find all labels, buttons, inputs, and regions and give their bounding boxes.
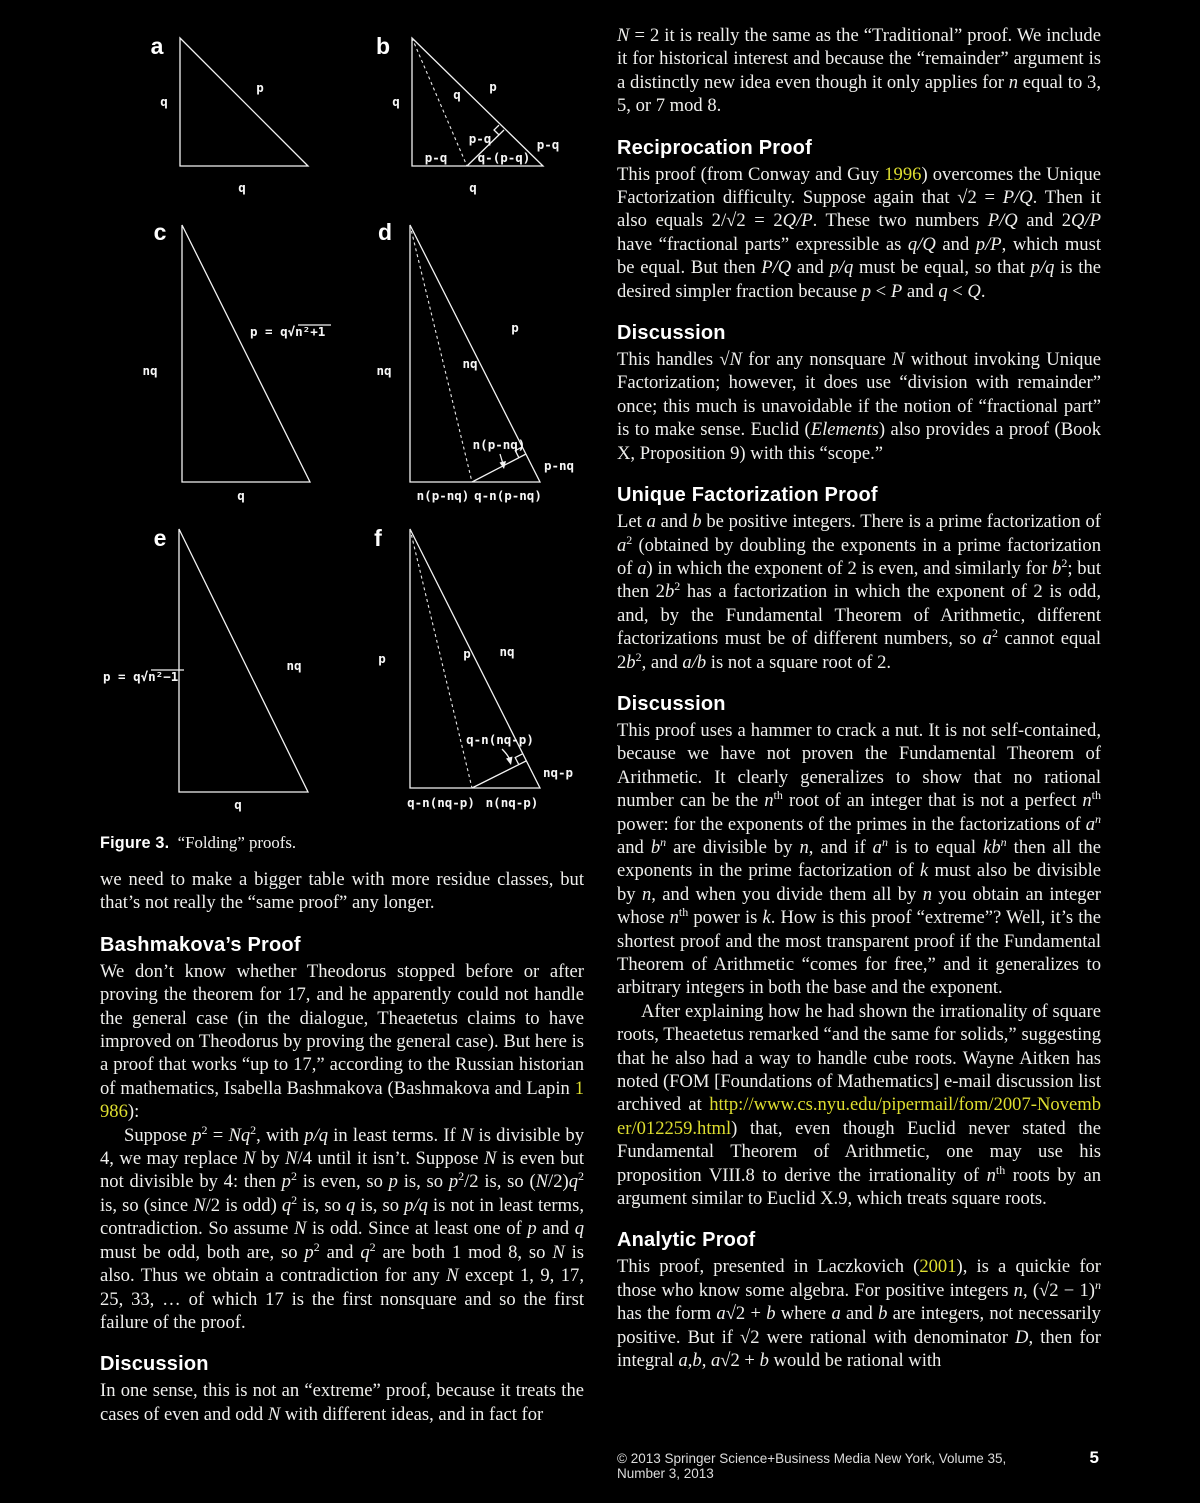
label-base: q: [469, 180, 477, 195]
heading-discussion-1: Discussion: [617, 322, 726, 345]
panel-letter: c: [153, 219, 167, 245]
figure-panel-f: [374, 525, 573, 810]
label-left: p = q√n²−1: [103, 669, 179, 684]
fold-line: [410, 225, 472, 482]
left-column: [100, 0, 584, 1426]
panel-letter: f: [374, 525, 382, 551]
panel-letter: d: [377, 219, 393, 245]
label-fold: p: [463, 646, 471, 661]
label-hypotenuse: nq: [286, 658, 302, 673]
label-left: q: [160, 94, 168, 109]
perpendicular-segment: [472, 761, 526, 788]
paragraph-reciprocation: This proof (from Conway and Guy 1996) overcomes the Unique Factorization difficulty. Suppose again that √2 = P/Q. Then it also equals 2/√2 = 2Q/P. These two numbers P/Q and 2Q/P have “fractional parts” expressible as q/Q and p/P, which must be equal. But then P/Q and p/q must be equal, so that p/q is the desired simpler fraction because p < P and q < Q.: [617, 163, 1101, 302]
paragraph-bashmakova: We don’t know whether Theodorus stopped before or after proving the theorem for 17, and he apparently could not handle the general case (in the dialogue, Theaetetus claims to have improved on Theodorus by proving the general case). But here is a proof that works “up to 17,” according to the Russian historian of mathematics, Isabella Bashmakova (Bashmakova and Lapin 1986):: [100, 960, 584, 1123]
page-footer: [617, 1448, 1101, 1481]
page-number: 5: [1089, 1448, 1099, 1467]
label-hypotenuse: p: [511, 320, 519, 335]
paragraph-continued-from-left: N = 2 it is really the same as the “Traditional” proof. We include it for historical interest and because the “remainder” argument is a distinctly new idea even though it only applies for n equal to 3, 5, or 7 mod 8.: [617, 25, 1101, 117]
figure-panel-b: [376, 33, 559, 195]
label-hypotenuse: p = q√n²+1: [250, 324, 326, 339]
figure-panel-d: [376, 219, 574, 503]
paragraph-analytic: This proof, presented in Laczkovich (2001), is a quickie for those who know some algebra. For positive integers n, $(√2 - 1)^n$ has the form a√2 + b where a and b are integers, not necessarily positive. But if √2 were rational with denominator D, then for integral a,b, a√2 + b would be rational with: [617, 1256, 1101, 1372]
label-left: p: [378, 651, 386, 666]
paragraph-discussion-left: In one sense, this is not an “extreme” proof, because it treats the cases of even and odd N with different ideas, and in fact for: [100, 1380, 584, 1425]
label-base-mid: n(nq-p): [485, 795, 539, 810]
label-base-left: q-n(nq-p): [407, 795, 475, 810]
pointer-arrowhead: [506, 757, 513, 766]
heading-reciprocation-proof: Reciprocation Proof: [617, 136, 812, 159]
paragraph-after-explaining: After explaining how he had shown the irrationality of square roots, Theaetetus remarked “and the same for solids,” suggesting that he also had a way to handle cube roots. Wayne Aitken has noted (FOM [Foundations of Mathematics] e-mail discussion list archived at http://www.cs.nyu.edu/pipermail/fom/2007-November/012259.html) that, even though Euclid never stated the Fundamental Theorem of Arithmetic, one may use his proposition VIII.8 to derive the irrationality of $n^{th}$ roots by an argument similar to Euclid X.9, which treats square roots.: [617, 1000, 1101, 1210]
label-hyp-upper: q: [453, 87, 461, 102]
label-hyp-lower: nq-p: [542, 765, 574, 780]
label-base-mid: q-(p-q): [477, 150, 531, 165]
label-hyp-lower: p-q: [536, 137, 560, 152]
paragraph-suppose-proof: Suppose $p^2 = Nq^2$, with p/q in least terms. If N is divisible by 4, we may replace N by N/4 until it isn’t. Suppose N is even but not divisible by 4: then $p^2$ is even, so p is, so $p^2/2$ is, so $(N/2)q^2$ is, so (since N/2 is odd) $q^2$ is, so q is, so p/q is not in least terms, contradiction. So assume N is odd. Since at least one of p and q must be odd, both are, so $p^2$ and $q^2$ are both 1 mod 8, so N is also. Thus we obtain a contradiction for any N except 1, 9, 17, 25, 33, … of which 17 is the first nonsquare and so the first failure of the proof.: [100, 1122, 585, 1333]
label-hypotenuse: p: [489, 79, 497, 94]
triangle-outline: [180, 38, 308, 166]
panel-letter: e: [153, 525, 167, 551]
triangle-outline: [410, 529, 540, 788]
label-segment: n(p-nq): [472, 437, 526, 452]
label-left: q: [392, 94, 400, 109]
triangle-outline: [412, 38, 543, 166]
paragraph-discussion-2: This proof uses a hammer to crack a nut. It is not self-contained, because we have not proven the Fundamental Theorem of Arithmetic. It clearly generalizes to show that no rational number can be the $n^{th}$ root of an integer that is not a perfect $n^{th}$ power: for the exponents of the primes in the factorizations of $a^n$ and $b^n$ are divisible by n, and if $a^n$ is to equal $kb^n$ then all the exponents in the prime factorization of k must also be divisible by n, and when you divide them all by n you obtain an integer whose $n^{th}$ power is k. How is this proof “extreme”? Well, it’s the shortest proof and the most transparent proof if the Fundamental Theorem of Arithmetic “comes for free,” and it generalizes to arbitrary integers in both the base and the exponent.: [617, 719, 1101, 999]
folding-proofs-figure: [100, 0, 584, 818]
right-angle-mark: [494, 125, 499, 135]
right-column: [617, 24, 1101, 1373]
label-hyp-lower: p-nq: [543, 458, 575, 473]
citation-laczkovich-2001[interactable]: 2001: [919, 1256, 957, 1278]
label-hypotenuse: nq: [499, 644, 515, 659]
label-fold: nq: [462, 356, 478, 371]
label-base: q: [238, 180, 246, 195]
heading-analytic-proof: Analytic Proof: [617, 1229, 756, 1252]
fom-archive-link[interactable]: http://www.cs.nyu.edu/pipermail/fom/2007-November/012259.html: [617, 1094, 1101, 1139]
figure-panel-c: [142, 219, 331, 503]
triangle-outline: [182, 225, 310, 482]
label-left: nq: [376, 363, 392, 378]
label-segment: q-n(nq-p): [466, 732, 534, 747]
label-base: q: [234, 797, 242, 812]
heading-bashmakovas-proof: Bashmakova’s Proof: [100, 933, 301, 956]
fold-line: [412, 38, 467, 166]
label-left: nq: [142, 363, 158, 378]
label-base-mid: q-n(p-nq): [474, 488, 542, 503]
copyright-notice: © 2013 Springer Science+Business Media New York, Volume 35, Number 3, 2013: [617, 1451, 1007, 1481]
figure-caption-text: “Folding” proofs.: [177, 833, 297, 852]
label-hypotenuse: p: [256, 80, 264, 95]
paragraph-unique-factorization: Let a and b be positive integers. There is a prime factorization of $a^2$ (obtained by doubling the exponents in a prime factorization of a) in which the exponent of 2 is even, and similarly for $b^2$; but then $2b^2$ has a factorization in which the exponent of 2 is odd, and, by the Fundamental Theorem of Arithmetic, different factorizations must be of different numbers, so $a^2$ cannot equal $2b^2$, and a/b is not a square root of 2.: [617, 511, 1102, 673]
citation-bashmakova-1986[interactable]: 1986: [100, 1077, 584, 1123]
heading-discussion-left: Discussion: [100, 1353, 209, 1376]
figure-caption-label: Figure 3.: [100, 834, 170, 852]
figure-panel-e: [103, 525, 308, 812]
label-base: q: [237, 488, 245, 503]
citation-conway-guy-1996[interactable]: 1996: [884, 163, 922, 185]
panel-letter: b: [375, 33, 391, 59]
label-fold-segment: p-q: [468, 131, 492, 146]
label-base-left: n(p-nq): [416, 488, 470, 503]
heading-unique-factorization-proof: Unique Factorization Proof: [617, 484, 878, 507]
panel-letter: a: [150, 33, 164, 59]
paragraph-discussion-1: This handles √N for any nonsquare N without invoking Unique Factorization; however, it does use “division with remainder” once; this much is unavoidable if the notion of “fractional part” is to make sense. Euclid (Elements) also provides a proof (Book X, Proposition 9) with this “scope.”: [617, 349, 1101, 464]
figure-panel-a: [151, 33, 308, 195]
perpendicular-segment: [472, 454, 526, 482]
figure-caption: [100, 831, 584, 855]
label-base-left: p-q: [424, 150, 448, 165]
heading-discussion-2: Discussion: [617, 692, 726, 715]
paragraph-table-continuation: we need to make a bigger table with more residue classes, but that’s not really the “same proof” any longer.: [100, 869, 584, 914]
